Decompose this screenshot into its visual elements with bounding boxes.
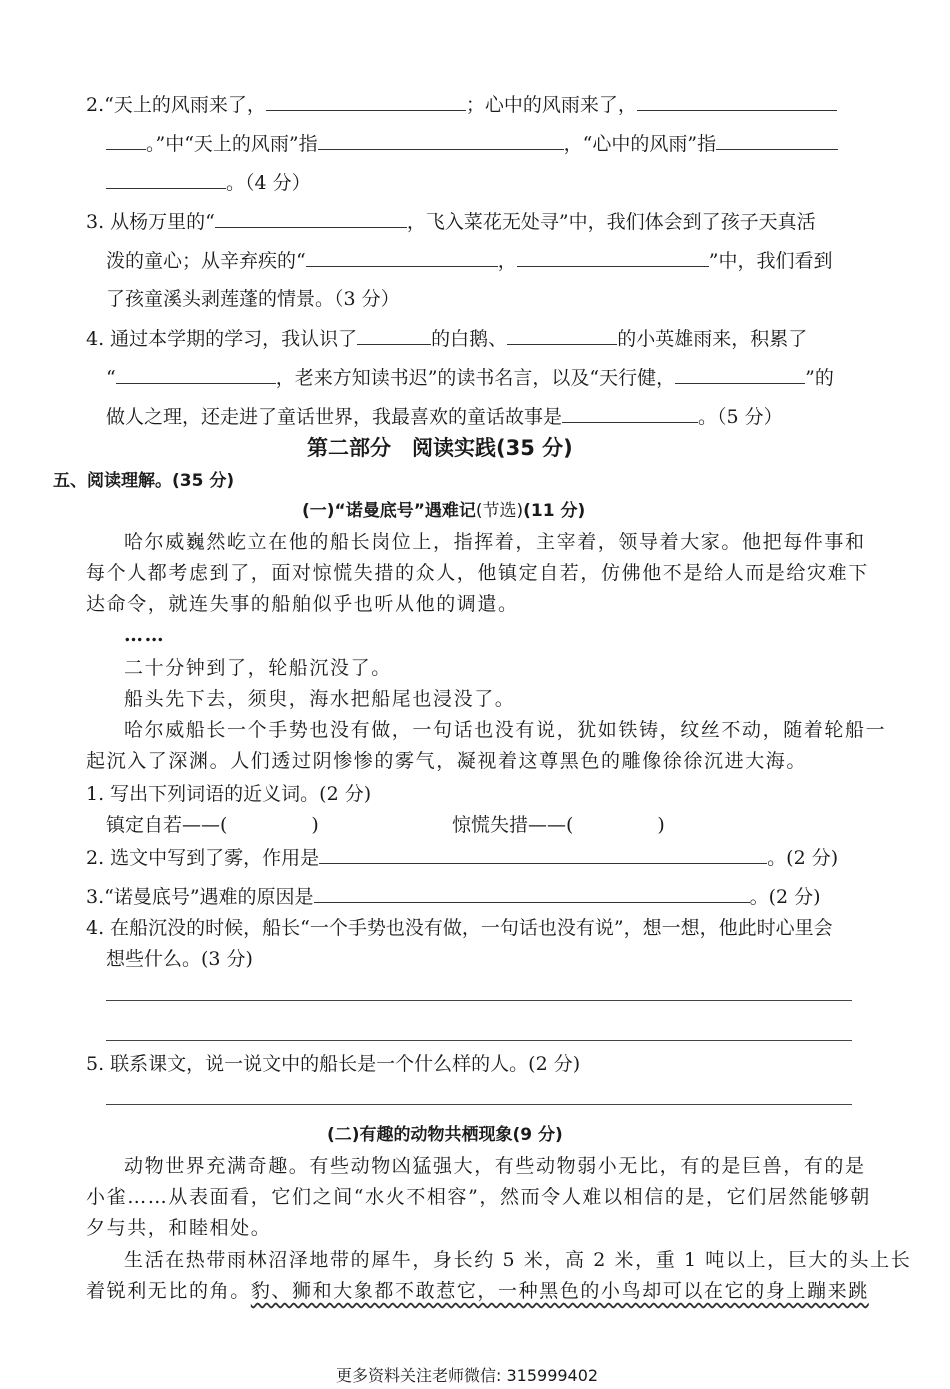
answer-blank[interactable] — [314, 884, 750, 903]
passage-line: 每个人都考虑到了，面对惊慌失措的众人，他镇定自若，仿佛他不是给人而是给灾难下 — [86, 562, 869, 584]
q4-text: ”的 — [805, 367, 834, 389]
answer-blank[interactable] — [215, 209, 407, 228]
answer-blank[interactable] — [716, 131, 838, 150]
r1-question-3 — [86, 884, 821, 909]
passage-line: 哈尔威船长一个手势也没有做，一句话也没有说，犹如铁铸，纹丝不动，随着轮船一 — [124, 719, 887, 741]
r1-question-4-line-2: 想些什么。(3 分) — [106, 948, 253, 970]
q4-score: 。（5 分） — [698, 406, 783, 428]
q3-text: ”中，我们看到 — [708, 250, 833, 272]
answer-blank[interactable] — [357, 326, 431, 345]
r1-question-1: 1. 写出下列词语的近义词。(2 分) — [86, 783, 372, 805]
q3-line-3: 了孩童溪头剥莲蓬的情景。（3 分） — [106, 288, 400, 310]
r1-question-2 — [86, 845, 838, 870]
answer-blank[interactable] — [562, 404, 698, 423]
passage-line: 生活在热带雨林沼泽地带的犀牛，身长约 5 米，高 2 米，重 1 吨以上，巨大的头上长 — [124, 1249, 912, 1271]
answer-line[interactable] — [106, 1000, 852, 1001]
reading-2-title: (二)有趣的动物共栖现象(9 分) — [327, 1125, 563, 1145]
q3-line-1 — [86, 209, 816, 234]
q2-text: 。”中“天上的风雨”指 — [146, 133, 318, 155]
q4-text: 做人之理，还走进了童话世界，我最喜欢的童话故事是 — [106, 406, 563, 428]
passage-line — [86, 1279, 869, 1303]
passage-line: 达命令，就连失事的船舶似乎也听从他的调遣。 — [86, 593, 519, 615]
passage-line: 起沉入了深渊。人们透过阴惨惨的雾气，凝视着这尊黑色的雕像徐徐沉进大海。 — [86, 750, 808, 772]
answer-blank[interactable] — [266, 92, 466, 111]
q4-line-1 — [86, 326, 807, 351]
synonym-label: 镇定自若——( — [106, 814, 228, 836]
passage-line: 二十分钟到了，轮船沉没了。 — [124, 657, 392, 679]
question-score: 。(2 分) — [767, 847, 839, 869]
passage-text: 着锐利无比的角。 — [86, 1280, 251, 1302]
q4-text: ，老来方知读书迟”的读书名言，以及“天行健， — [275, 367, 676, 389]
answer-blank[interactable] — [319, 845, 767, 864]
passage-line: 动物世界充满奇趣。有些动物凶猛强大，有些动物弱小无比，有的是巨兽，有的是 — [124, 1155, 866, 1177]
q2-line-2 — [106, 131, 838, 156]
answer-line[interactable] — [106, 1104, 852, 1105]
q2-line-3 — [106, 170, 311, 195]
q2-score: 。（4 分） — [226, 172, 311, 194]
q4-text: 的小英雄雨来，积累了 — [617, 328, 808, 350]
q4-line-2 — [106, 365, 834, 390]
answer-blank[interactable] — [318, 131, 564, 150]
q3-text: ，飞入菜花无处寻”中，我们体会到了孩子天真活 — [406, 211, 816, 233]
r1-question-4-line-1: 4. 在船沉没的时候，船长“一个手势也没有做，一句话也没有说”，想一想，他此时心里会 — [86, 917, 833, 939]
q3-line-2 — [106, 248, 832, 273]
answer-blank[interactable] — [116, 365, 276, 384]
reading-1-title-main: (一)“诺曼底号”遇难记 — [302, 501, 476, 521]
answer-blank[interactable] — [517, 248, 709, 267]
q4-text: “ — [106, 367, 116, 389]
question-text: 2. 选文中写到了雾，作用是 — [86, 847, 320, 869]
answer-blank[interactable] — [675, 365, 805, 384]
passage-line: 船头先下去，须臾，海水把船尾也浸没了。 — [124, 688, 516, 710]
answer-blank[interactable] — [106, 131, 146, 150]
answer-blank[interactable] — [507, 326, 617, 345]
q4-line-3 — [106, 404, 783, 429]
footer-note: 更多资料关注老师微信: 315999402 — [336, 1366, 599, 1385]
paren-close: ) — [311, 814, 319, 836]
question-score: 。(2 分) — [749, 886, 821, 908]
q4-text: 4. 通过本学期的学习，我认识了 — [86, 328, 358, 350]
section-title: 五、阅读理解。(35 分) — [53, 471, 235, 491]
q2-text: 2.“天上的风雨来了， — [86, 94, 266, 116]
passage-line: 小雀……从表面看，它们之间“水火不相容”，然而令人难以相信的是，它们居然能够朝 — [86, 1186, 871, 1208]
answer-blank[interactable] — [637, 92, 837, 111]
reading-1-title — [302, 499, 585, 523]
q3-text: ， — [497, 250, 517, 272]
question-text: 3.“诺曼底号”遇难的原因是 — [86, 886, 314, 908]
passage-line: 夕与共，和睦相处。 — [86, 1217, 272, 1239]
synonym-item-2 — [452, 813, 665, 837]
q3-text: 3. 从杨万里的“ — [86, 211, 215, 233]
q2-text: ；心中的风雨来了， — [465, 94, 637, 116]
q4-text: 的白鹅、 — [431, 328, 508, 350]
q3-text: 泼的童心；从辛弃疾的“ — [106, 250, 306, 272]
ellipsis: …… — [124, 624, 166, 646]
answer-blank[interactable] — [306, 248, 498, 267]
passage-line: 哈尔威巍然屹立在他的船长岗位上，指挥着，主宰着，领导着大家。他把每件事和 — [124, 531, 866, 553]
answer-blank[interactable] — [106, 170, 226, 189]
reading-1-title-score: (11 分) — [523, 501, 586, 521]
part-title: 第二部分 阅读实践(35 分) — [307, 436, 573, 460]
synonym-item-1 — [106, 813, 319, 837]
wavy-underlined-sentence: 豹、狮和大象都不敢惹它，一种黑色的小鸟却可以在它的身上蹦来跳 — [250, 1280, 869, 1302]
answer-line[interactable] — [106, 1040, 852, 1041]
q2-text: ，“心中的风雨”指 — [563, 133, 717, 155]
reading-1-title-note: (节选) — [475, 501, 524, 521]
synonym-label: 惊慌失措——( — [452, 814, 574, 836]
q2-line-1 — [86, 92, 837, 117]
r1-question-5: 5. 联系课文，说一说文中的船长是一个什么样的人。(2 分) — [86, 1053, 581, 1075]
paren-close: ) — [657, 814, 665, 836]
